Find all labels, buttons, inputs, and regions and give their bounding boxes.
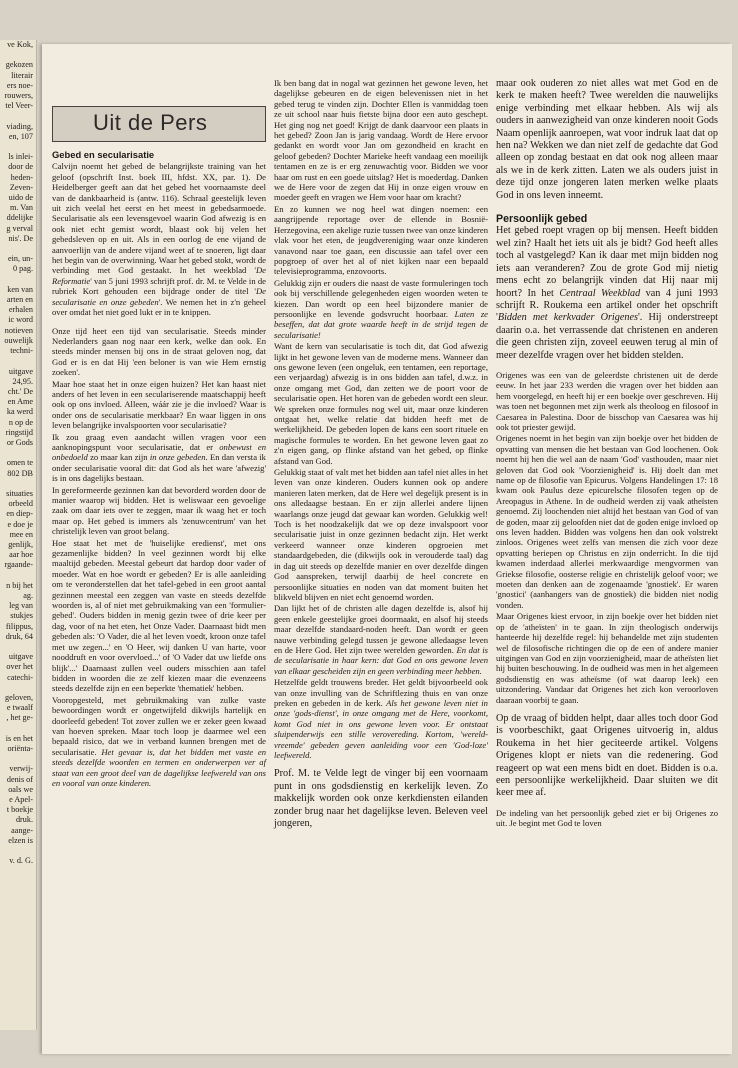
fragment-line: erhalen (8, 305, 33, 315)
fragment-line (0, 50, 36, 60)
paragraph: Gelukkig staat of valt met het bidden aan tafel niet alles in het leven van onze kinderen. Ouders kunnen ook op andere manieren laten merken, dat de Here wel degelijk present is in ons alledaagse bestaan. En er zijn allerlei andere lijnen waarlangs onze jeugd dat gewaar kan worden. Gelukkig wel! Toch is het noodzakelijk dat we op deze invalspoort voor secularisatie juist in onze gezinnen bedacht zijn. Het werkt verkeerd wanneer onze kinderen opgroeien met standaardgebeden, die (dikwijls ook in verouderde taal) dag in dag uit steeds op dezelfde manier en over dezelfde dingen God aanspreken, terwijl daarbij de heel concrete en persoonlijke situaties en noden van dat moment buiten het blikveld blijven en niet echt genoemd worden. (274, 467, 488, 602)
fragment-line: 24,95. (12, 376, 33, 386)
paragraph: En zo kunnen we nog heel wat dingen noemen: een aangrijpende reportage over de ellende in Bosnië-Herzegovina, een akelige ruzie tussen twee van onze kinderen vlak voor het eten, de jeugdvereniging waar onze kinderen vanavond naar toe gaan, een discussie aan tafel over een popgroep of over het al of niet kijken naar een bepaald televisieprogramma, enzovoorts. (274, 203, 488, 277)
fragment-line: ka werd (6, 407, 33, 417)
fragment-line: ag. (23, 590, 33, 600)
fragment-line: cht.' De (7, 386, 33, 396)
magazine-page (42, 44, 732, 1054)
fragment-line: ic word (8, 315, 33, 325)
paragraph: Maar Origenes kiest ervoor, in zijn boekje over het bidden niet op de 'atheïsten' in te gaan. In zijn theologisch onderwijs hanteerde hij dezelfde regel: hij behandelde met zijn studenten wel de filosofische richtingen die op de een of andere manier uitgingen van God en zijn voorzienigheid, maar de atheïsten liet hij buiten beschouwing. In de oudheid was men in het algemeen godsdienstig en was atheïsme (of wat daarop leek) een uitzondering. Vandaar dat Origenes het zich kon veroorloven daaraan voorbij te gaan. (496, 611, 718, 705)
fragment-line: leg van (9, 601, 33, 611)
fragment-line: m. Van (9, 203, 33, 213)
heading-persoonlijk-gebed: Persoonlijk gebed (496, 213, 588, 226)
fragment-line (0, 571, 36, 581)
paragraph: Origenes noemt in het begin van zijn boekje over het bidden de opvatting van mensen die het bestaan van God loochenen. Ook noemt hij hen die wel aan de naam 'God' vasthouden, maar niet geloven dat God ook 'Voorzienigheid' is. Hij doelt dan met name op de filosofie van Epicurus. Volgens Handelingen 17: 18 kwam ook Paulus deze epicurelsche filosofen tegen op de Areopagus in Athene. In de oudheid werden zij vaak atheïsten genoemd. Zij loochenden niet altijd het bestaan van God of van de goden, maar zij geloofden niet dat de goden enige invloed op ons leven hadden. Bidden was volgens hen dan ook volstrekt zinloos. Origenes weet zelfs van mensen die zich voor deze opvatting beriepen op Christus en zijn onderricht. In die tijd kwamen inderdaad allerlei merkwaardige mengvormen van Griekse filosofie, oosterse religie en christelijk geloof voor; we moeten dan denken aan de zogenaamde 'gnostiek'. Er waren 'gnostici' (aanhangers van de gnostiek) die bidden niet nodig vonden. (496, 433, 718, 610)
fragment-line: viading, (6, 121, 33, 131)
paragraph: Calvijn noemt het gebed de belangrijkste training van het geloof (opschrift Inst. boek III, hfdst. XX, par. 1). De Heidelberger geeft aan dat het gebed het voornaamste deel van de dankbaarheid is (antw. 116). Schraal geestelijk leven uit zich veelal het eerst en het meest in gebedsarmoede. Secularisatie als een levensgevoel waarin God afwezig is en ook niet echt gemist wordt, blaast ook bij velen het gebedsleven op en uit. Als in een oorlog de ene vijand de aanvoerlijn van de andere vijand weet af te snoeren, ligt daar het begin van de overwinning. Waar het gebed stokt, wordt de verbinding met God gestaakt. In het weekblad 'De Reformatie' van 5 juni 1993 schrijft prof. dr. M. te Velde in de rubriek Kort gehouden een bijdrage onder de titel 'De secularisatie en onze gebeden'. We nemen het in z'n geheel over omdat het niet goed lukt er in te knippen. (52, 161, 267, 318)
previous-page-fragment (0, 40, 37, 1030)
paragraph: Hoe staat het met de 'huiselijke eredienst', met ons gezamenlijke bidden? In veel gezinnen wordt bij elke maaltijd gebeden. Meestal gebeurt dat hardop door vader of moeder. Wat en hoe wordt er gebeden? Er is alle aanleiding om te veronderstellen dat het tafel-gebed in een groot aantal gezinnen meestal een zeggen van vaste en steeds dezelfde woorden is, al of niet met gebruikmaking van een 'formulier-gebed'. Ouders bidden in menig gezin twee of drie keer per dag, voor of na het eten, het Onze Vader. Daarnaast bidt men gebeden als: 'O Vader, die al het leven voedt, kroon onze tafel met uw zegen...' en 'O Heer, wij danken U van harte, voor nooddruft en voor overvloed...' of 'O Vader dat uw liefde ons blijk'...' Daarnaast zullen veel ouders misschien aan tafel bidden in woorden die ze zelf kiezen maar die evenzeens steeds dezelfde zijn en een beperkte 'thematiek' hebben. (52, 537, 266, 694)
fragment-line (0, 479, 36, 489)
fragment-line (0, 356, 36, 366)
fragment-line: n op de (8, 417, 33, 427)
paragraph: Vooropgesteld, met gebruikmaking van zulke vaste bewoordingen wordt er ongetwijfeld dikwijls hartelijk en doorleefd gebeden! Tot zover zullen we er zeker geen kwaad van hoeven spreken. Maar toch loop je daarmee wel een bepaald risico, dat we in verband kunnen brengen met de secularisatie. Het gevaar is, dat het bidden met vaste en steeds dezelfde woorden en termen en onderwerpen ver af staat van een groot deel van de dagelijkse leefwereld van ons en vooral van onze kinderen. (52, 694, 266, 788)
paragraph: Onze tijd heet een tijd van secularisatie. Steeds minder Nederlanders gaan nog naar een kerk, welke dan ook. En steeds minder mensen bij ons in de straat geloven nog, dat God er is en dat Hij 'een beloner is van wie Hem ernstig zoeken'. (52, 325, 266, 378)
paragraph: Ik ben bang dat in nogal wat gezinnen het gewone leven, het dagelijkse gebeuren en de eigen belevenissen niet in het gebed terug te vinden zijn. Dochter Ellen is vanmiddag toen ze uit school naar huis fietste bijna door een auto geschept. Het ging nog net goed! Krijgt de dank daarvoor een plaats in het gebed? Zoon Jan is jarig vandaag. Wordt de Here ervoor gedankt en wordt voor Jan om gezondheid en kracht en geloof gebeden? Dochter Marieke heeft vandaag een moeilijk tentamen en ze is er erg zenuwachtig voor. Bidden we voor haar om rust en een goede uitslag? Het is moederdag. Danken we de Here voor de zegen dat Hij in onze eigen vrouw en moeder geeft en vragen we Hem voor haar om kracht? (274, 78, 488, 203)
fragment-line (0, 724, 36, 734)
fragment-line: geloven, (5, 693, 33, 702)
fragment-line: ken van (7, 284, 33, 294)
fragment-line: arten en (6, 295, 33, 305)
fragment-line: heden- (10, 172, 33, 182)
fragment-line: druk, 64 (5, 631, 33, 641)
fragment-line: 0 pag. (12, 264, 33, 274)
fragment-line (0, 111, 36, 121)
fragment-line: Zeven- (9, 182, 33, 192)
paragraph: Origenes was een van de geleerdste christenen uit de derde eeuw. In het jaar 233 werden die vragen over het bidden aan hem voorgelegd, en heeft hij er een boekje over geschreven. Hij was toen net begonnen met zijn werk als theoloog en filosoof in Caesarea in Palestina. Door de bisschop van Caesarea was hij ook tot priester gewijd. (496, 369, 718, 432)
paragraph: Maar hoe staat het in onze eigen huizen? Het kan haast niet anders of het leven in een seculariserende maatschappij heeft ook op ons invloed. Alleen, wáár zie je die invloed? Waar is onder ons de secularisatie merkbaar? En waar liggen in ons leven belangrijke invalspoorten voor secularisatie? (52, 378, 266, 431)
fragment-line: en diep- (6, 509, 33, 519)
fragment-line: stukjes (10, 611, 33, 621)
paragraph: Want de kern van secularisatie is toch dit, dat God afwezig lijkt in het gewone leven van de moderne mens. Wanneer dan ons gewone leven (een ongeluk, een tentamen, een reportage, een verjaardag) afwezig is in ons bidden aan tafel, d.w.z. in onze omgang met God, dan zetten we de poort voor de secularisatie open. Het horen van de gebeden wordt een sleur. We spreken onze formules nog wel uit, maar onze kinderen ontgaat het, welke relatie dat bidden heeft met de werkelijkheid. De gebeden lopen de kans een soort rituele en magische formules te worden. En het gewone leven gaat zo z'n eigen gang, op flinke afstand van het gebed, op flinke afstand van God. (274, 341, 488, 466)
fragment-line (0, 244, 36, 254)
column-3 (496, 78, 718, 1038)
fragment-line: e twaalf (6, 703, 33, 713)
fragment-line: ein, un- (7, 254, 33, 264)
fragment-line: literair (11, 70, 33, 80)
fragment-line: rgaande- (4, 560, 33, 570)
fragment-line: oals we (8, 784, 33, 794)
fragment-line: catechi- (7, 672, 33, 682)
fragment-line: orbeeld (8, 499, 33, 509)
fragment-line: filippus, (5, 621, 33, 631)
section-header (52, 106, 266, 142)
fragment-line: gekozen (5, 60, 33, 70)
fragment-line (0, 754, 36, 764)
fragment-line: mee en (9, 529, 33, 539)
paragraph: Het gebed roept vragen op bij mensen. Heeft bidden wel zin? Haalt het iets uit als je bidt? God heeft alles toch al vastgelegd? Kan ik daar met mijn bidden nog iets aan veranderen? Zou de grote God mij nietig mens echt zo belangrijk vinden dat Hij naar mij hoort? In het Centraal Weekblad van 4 juni 1993 schrijft R. Roukema een artikel onder het opschrift 'Bidden met kerkvader Origenes'. Hij onderstreept daarin o.a. het verrassende dat christenen en anderen die geen christen zijn, zoveel eeuwen terug al min of meer dezelfde vragen over het bidden stelden. (496, 225, 719, 361)
fragment-line: tel Veer- (5, 101, 33, 111)
fragment-line (0, 448, 36, 458)
fragment-line: rouwers, (4, 91, 33, 101)
fragment-line: e Apel- (9, 795, 33, 805)
fragment-line: or Gods (6, 437, 33, 447)
fragment-line: ers noe- (6, 80, 33, 90)
fragment-line: aange- (11, 825, 33, 835)
fragment-line: g verval (6, 223, 33, 233)
paragraph: Op de vraag of bidden helpt, daar alles toch door God is voorbeschikt, gaat Origenes uitvoerig in, aldus Roukema in het hier geciteerde artikel. Volgens Origenes klopt er niets van die redenering. God reageert op wat een mens bidt en doet. Bidden is o.a. een persoonlijke werkelijkheid. Daar sluiten we dit keer mee af. (496, 712, 718, 799)
column-1 (52, 150, 266, 789)
paragraph: Dan lijkt het of de christen alle dagen dezelfde is, alsof hij geen enkele geestelijke groei doormaakt, en alsof hij steeds maar dezelfde standaard-noden heeft. Dan wordt er geen nauwe verbinding gelegd tussen je gewone alledaagse leven en de Here God. Het zijn twee werelden geworden. En dat is de secularisatie in haar kern: dat God en ons gewone leven van elkaar gescheiden zijn en geen verbinding meer hebben. (274, 603, 488, 676)
fragment-line (0, 683, 36, 693)
fragment-line: uitgave (8, 366, 33, 376)
column-2 (274, 78, 488, 1038)
fragment-line: situaties (6, 488, 33, 498)
fragment-line (0, 846, 36, 856)
fragment-line: nis'. De (8, 233, 33, 243)
paragraph: De indeling van het persoonlijk gebed ziet er bij Origenes zo uit. Je begint met God te loven (496, 807, 718, 829)
fragment-line: over het (6, 662, 33, 672)
fragment-line: en, 107 (8, 131, 33, 141)
paragraph: Gelukkig zijn er ouders die naast de vaste formuleringen toch ook bij verschillende gelegenheden eigen woorden weten te kiezen. Dan wordt op een heel bijzondere manier de persoonlijke en levende godsvrucht hoorbaar. Laten ze beseffen, dat dat grote waarde heeft in de strijd tegen de secularisatie! (274, 277, 488, 340)
fragment-line: uido de (8, 193, 33, 203)
fragment-line: ls inlei- (8, 152, 33, 162)
fragment-line: ve Kok, (7, 40, 33, 49)
paragraph: In gereformeerde gezinnen kan dat bevorderd worden door de manier waarop wij bidden. Het is weliswaar een gevoelige zaak om daar iets over te zeggen, maar ik waag het er toch maar op. Het gebed is immers als 'zenuwcentrum' van het christelijk leven van groot belang. (52, 484, 266, 537)
fragment-line: ouwelijk (4, 335, 33, 345)
fragment-line: druk. (15, 815, 33, 825)
fragment-line: e doe je (7, 519, 33, 529)
fragment-line: 802 DB (7, 468, 33, 478)
fragment-line: aar hoe (9, 550, 33, 560)
fragment-line: ddelijke (6, 213, 33, 223)
section-title: Uit de Pers (93, 110, 208, 135)
fragment-line: techni- (10, 346, 33, 356)
fragment-line (0, 275, 36, 285)
heading-gebed-en-secularisatie: Gebed en secularisatie (52, 149, 155, 160)
fragment-line: n bij het (6, 580, 33, 590)
fragment-line: door de (8, 162, 33, 172)
fragment-line: notieven (4, 325, 33, 335)
fragment-line: v. d. G. (9, 856, 33, 866)
fragment-line: omen te (6, 458, 33, 468)
paragraph: maar ook ouderen zo niet alles wat met God en de kerk te maken heeft? Twee werelden die nauwelijks enige verbinding met elkaar hebben. Als wij als ouders in aanwezigheid van onze kinderen nooit Gods Naam openlijk aanroepen, wat voor indruk laat dat op hen na? Wekken we dan niet zelf de gedachte dat God alleen op zondag bestaat en dat ook nog alleen maar als we in de kerk zitten. Laten we als ouders juist in deze tijd onze jongeren laten merken welke plaats God in ons leven inneemt. (496, 78, 718, 201)
fragment-line: oriënta- (7, 744, 33, 754)
fragment-line: genlijk, (8, 539, 33, 549)
fragment-line: elzen is (8, 835, 33, 845)
fragment-line (0, 142, 36, 152)
fragment-line: ringstijd (5, 427, 33, 437)
paragraph: Hetzelfde geldt trouwens breder. Het geldt bijvoorbeeld ook van onze invulling van de Schriftlezing thuis en van onze preken en gebeden in de kerk. Als het gewone leven niet in onze 'gods-dienst', in onze omgang met de Here, voorkomt, komt God niet in ons gewone leven voor. Er ontstaat sluipenderwijs een stille verovereding. Kortom, 'wereld-vreemde' gebeden geven aanleiding voor een 'God-loze' leefwereld. (274, 677, 488, 760)
fragment-line (0, 642, 36, 652)
paragraph: Prof. M. te Velde legt de vinger bij een voornaam punt in ons godsdienstig en kerkelijk leven. Zo makkelijk worden ook onze kerkdiensten eilanden zonder brug naar het dagelijkse leven. Beleven veel jongeren, (274, 768, 488, 830)
fragment-line: , het ge- (6, 713, 33, 723)
fragment-line: uitgave (8, 652, 33, 662)
fragment-line: is en het (5, 733, 33, 743)
fragment-line: denis of (6, 774, 33, 784)
fragment-line: en Ame (7, 397, 33, 407)
fragment-line: verwij- (9, 764, 33, 774)
paragraph: Ik zou graag even aandacht willen vragen voor een aanknopingspunt voor secularisatie, dat er onbewust en onbedoeld zo maar kan zijn in onze gebeden. En dan versta ik onder secularisatie vooral dit: dat God als het ware 'afwezig' is in ons dagelijks bestaan. (52, 431, 267, 484)
fragment-line: t boekje (6, 805, 33, 815)
